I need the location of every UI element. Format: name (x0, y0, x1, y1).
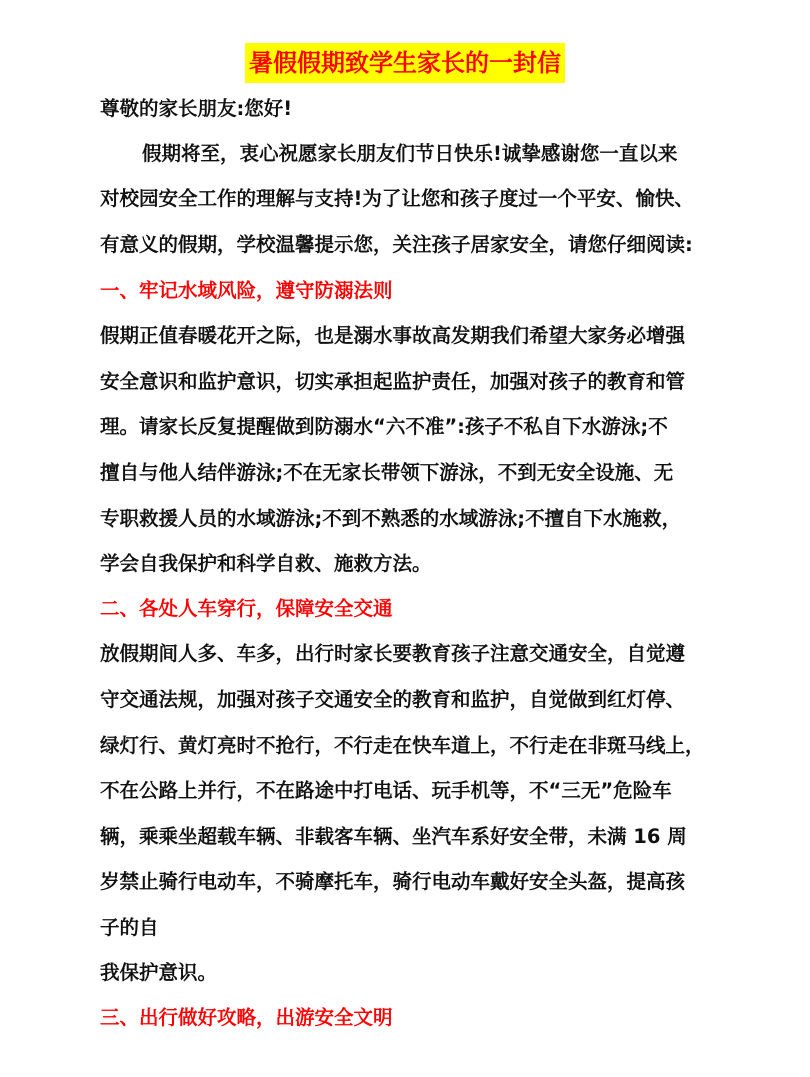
section-line: 专职救援人员的水域游泳;不到不熟悉的水域游泳;不擅自下水施救， (100, 507, 682, 530)
section-line: 子的自 (100, 916, 159, 939)
section-heading-traffic-safety: 二、各处人车穿行，保障安全交通 (100, 597, 393, 620)
section-heading-water-safety: 一、牢记水域风险，遵守防溺法则 (100, 279, 393, 302)
section-line: 我保护意识。 (100, 961, 218, 984)
section-line: 安全意识和监护意识，切实承担起监护责任，加强对孩子的教育和管 (100, 370, 686, 393)
section-heading-travel-safety: 三、出行做好攻略，出游安全文明 (100, 1006, 393, 1029)
section-line: 不在公路上并行，不在路途中打电话、玩手机等，不“三无”危险车 (100, 779, 672, 802)
intro-line: 有意义的假期，学校温馨提示您，关注孩子居家安全，请您仔细阅读: (100, 233, 693, 256)
section-line: 假期正值春暖花开之际，也是溺水事故高发期我们希望大家务必增强 (100, 324, 686, 347)
intro-line: 对校园安全工作的理解与支持!为了让您和孩子度过一个平安、愉快、 (100, 187, 694, 210)
section-line: 擅自与他人结伴游泳;不在无家长带领下游泳，不到无安全设施、无 (100, 461, 674, 484)
section-line: 辆，乘乘坐超载车辆、非载客车辆、坐汽车系好安全带，未满 16 周 (100, 825, 687, 848)
section-line: 岁禁止骑行电动车，不骑摩托车，骑行电动车戴好安全头盔，提高孩 (100, 870, 686, 893)
section-line: 理。请家长反复提醒做到防溺水“六不准”:孩子不私自下水游泳;不 (100, 415, 668, 438)
section-line: 学会自我保护和科学自救、施救方法。 (100, 552, 432, 575)
section-line: 放假期间人多、车多，出行时家长要教育孩子注意交通安全，自觉遵 (100, 642, 686, 665)
letter-title: 暑假假期致学生家长的一封信 (245, 43, 565, 83)
intro-line: 假期将至，衷心祝愿家长朋友们节日快乐!诚挚感谢您一直以来 (142, 142, 678, 165)
section-line: 守交通法规，加强对孩子交通安全的教育和监护，自觉做到红灯停、 (100, 688, 686, 711)
title-row (0, 43, 810, 83)
section-line: 绿灯行、黄灯亮时不抢行，不行走在快车道上，不行走在非斑马线上， (100, 734, 705, 757)
greeting: 尊敬的家长朋友:您好! (100, 97, 293, 120)
